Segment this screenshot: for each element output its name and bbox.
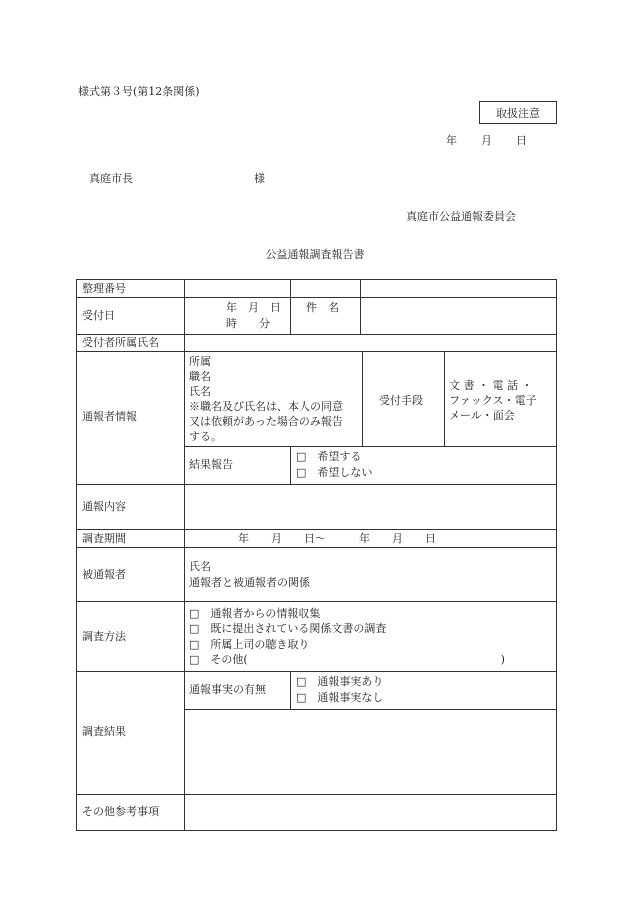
document-title: 公益通報調査報告書 (265, 248, 365, 261)
label-result-report: 結果報告 (189, 458, 233, 471)
row-divider (77, 351, 556, 352)
label-other-notes: その他参考事項 (82, 805, 159, 818)
method-option[interactable]: □ 通報者からの情報収集 (189, 607, 321, 620)
reported-line: 氏名 (189, 560, 211, 573)
reporter-line: する。 (189, 430, 222, 443)
handling-note-box (479, 101, 557, 124)
label-reported-party: 被通報者 (82, 568, 126, 581)
method-option[interactable]: □ その他( ) (189, 653, 505, 666)
method-option[interactable]: □ 所属上司の聴き取り (189, 638, 310, 651)
reported-line: 通報者と被通報者の関係 (189, 576, 310, 589)
result-option[interactable]: □ 希望する (296, 450, 362, 463)
label-reception-method: 受付手段 (379, 394, 423, 407)
handling-note: 取扱注意 (496, 107, 540, 120)
label-investigation-result: 調査結果 (82, 725, 126, 738)
label-reference-number: 整理番号 (82, 282, 126, 295)
result-option[interactable]: □ 希望しない (296, 466, 373, 479)
report-table (76, 279, 557, 831)
method-line: 文 書 ・ 電 話 ・ (449, 379, 533, 392)
honorific: 様 (254, 172, 265, 185)
col-divider (362, 351, 363, 447)
col-divider (184, 280, 185, 830)
method-line: ファックス・電子 (449, 394, 537, 407)
fact-option[interactable]: □ 通報事実あり (296, 675, 384, 688)
date-year: 年 (446, 134, 457, 147)
row-divider (77, 671, 556, 672)
row-divider (77, 794, 556, 795)
reporter-line: 又は依頼があった場合のみ報告 (189, 415, 343, 428)
label-report-content: 通報内容 (82, 500, 126, 513)
reception-ymd: 年 月 日 (226, 301, 281, 314)
row-divider (77, 547, 556, 548)
row-divider (184, 709, 556, 710)
label-fact-existence: 通報事実の有無 (189, 683, 266, 696)
form-number: 様式第３号(第12条関係) (78, 85, 200, 98)
sender: 真庭市公益通報委員会 (406, 210, 516, 223)
reporter-line: 職名 (189, 370, 211, 383)
row-divider (77, 529, 556, 530)
row-divider (77, 601, 556, 602)
method-line: メール・面会 (449, 409, 515, 422)
label-reception-date: 受付日 (82, 309, 115, 322)
label-receiver-name: 受付者所属氏名 (82, 336, 159, 349)
method-option[interactable]: □ 既に提出されている関係文書の調査 (189, 622, 387, 635)
date-day: 日 (516, 134, 527, 147)
date-month: 月 (481, 134, 492, 147)
row-divider (77, 484, 556, 485)
reporter-line: 氏名 (189, 385, 211, 398)
row-divider (184, 446, 556, 447)
reporter-line: 所属 (189, 355, 211, 368)
col-divider (360, 280, 361, 334)
reporter-line: ※職名及び氏名は、本人の同意 (189, 400, 343, 413)
fact-option[interactable]: □ 通報事実なし (296, 691, 384, 704)
col-divider (444, 351, 445, 447)
addressee: 真庭市長 (89, 172, 133, 185)
label-subject: 件 名 (306, 301, 339, 314)
col-divider (290, 280, 291, 334)
row-divider (77, 297, 556, 298)
label-investigation-period: 調査期間 (82, 532, 126, 545)
label-investigation-method: 調査方法 (82, 630, 126, 643)
col-divider (290, 446, 291, 484)
reception-time: 時 分 (226, 317, 270, 330)
label-reporter-info: 通報者情報 (82, 410, 137, 423)
period-value: 年 月 日～ 年 月 日 (238, 532, 436, 545)
col-divider (290, 671, 291, 709)
